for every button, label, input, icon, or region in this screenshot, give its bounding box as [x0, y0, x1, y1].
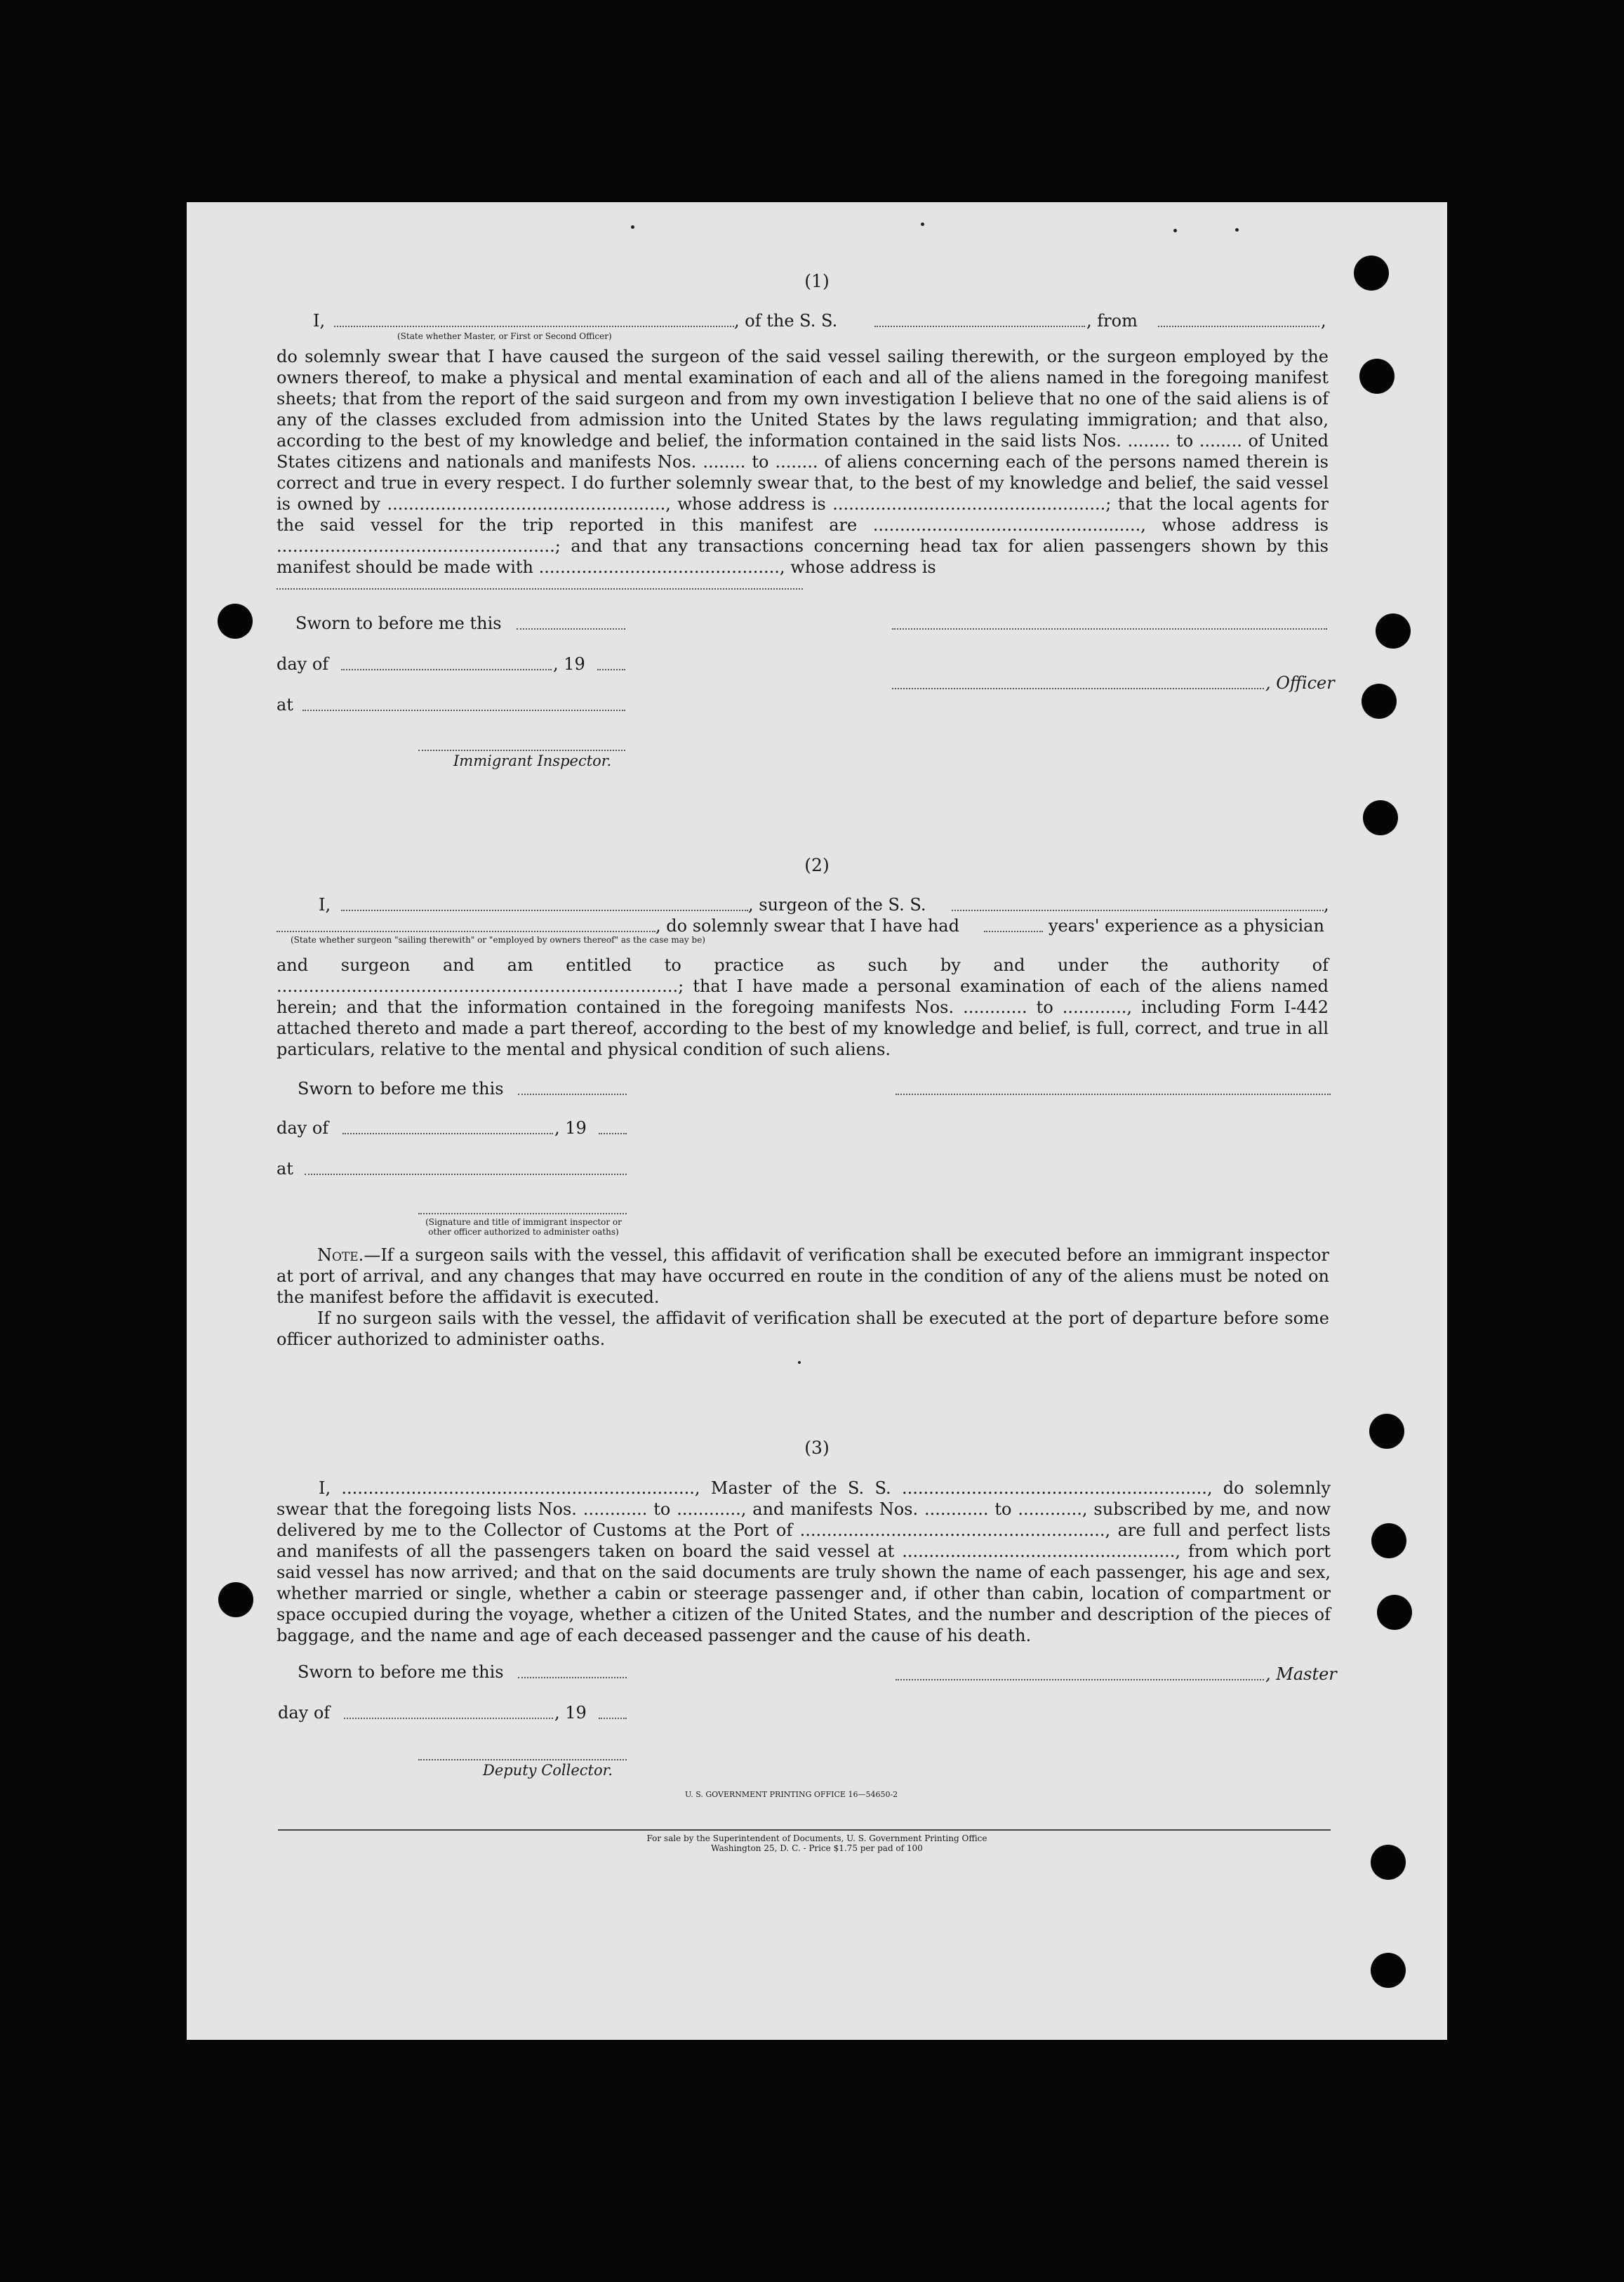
section-1-number: (1) [804, 271, 830, 291]
s3-day-of: day of [278, 1703, 331, 1723]
punch-hole [1376, 613, 1411, 649]
s2-inspector-line[interactable] [418, 1213, 627, 1214]
section-2-number: (2) [804, 855, 830, 875]
s2-sig-hint-1: (Signature and title of immigrant inspector or [425, 1217, 622, 1227]
punch-hole [1363, 800, 1398, 835]
s3-sworn: Sworn to before me this [298, 1662, 504, 1682]
s2-note-text: —If a surgeon sails with the vessel, this affidavit of verification shall be executed before an immigrant inspector at port of arrival, and any changes that may have occurred en route in the condition of any of the aliens must be noted on the manifest before the affidavit is executed. [277, 1245, 1329, 1307]
s1-year-blank[interactable] [597, 669, 625, 670]
s2-year-blank[interactable] [599, 1133, 627, 1134]
gpo-imprint: U. S. GOVERNMENT PRINTING OFFICE 16—54650-2 [685, 1790, 898, 1799]
s2-body: and surgeon and am entitled to practice as such by and under the authority of ...........................................................................; that I have made a personal examination of each of the aliens named herein; and that the information contained in the foregoing manifests Nos. ............ to ............, including Form I-442 attached thereto and made a part thereof, according to the best of my knowledge and belief, is full, correct, and true in all particulars, relative to the mental and physical condition of such aliens. [277, 955, 1329, 1059]
punch-hole [1371, 1953, 1406, 1988]
speck [921, 223, 924, 226]
s1-officer-blank[interactable] [334, 326, 734, 327]
s1-hint: (State whether Master, or First or Second Officer) [397, 331, 612, 341]
s2-years: years' experience as a physician [1049, 916, 1324, 936]
s1-signature-line[interactable] [892, 628, 1327, 630]
sale-line-1: For sale by the Superintendent of Documents, U. S. Government Printing Office [646, 1833, 987, 1843]
s2-sworn: Sworn to before me this [298, 1079, 504, 1099]
s2-comma: , [1324, 895, 1329, 915]
punch-hole [218, 1582, 253, 1617]
s3-deputy-title: Deputy Collector. [483, 1762, 613, 1779]
punch-hole [1377, 1595, 1412, 1630]
s2-at-blank[interactable] [305, 1174, 627, 1175]
s1-from: , from [1086, 311, 1138, 331]
footer-rule [278, 1829, 1331, 1831]
sale-line-2: Washington 25, D. C. - Price $1.75 per pad of 100 [711, 1843, 923, 1853]
s2-sig-hint-2: other officer authorized to administer oaths) [428, 1227, 619, 1237]
s2-hint: (State whether surgeon "sailing therewith" or "employed by owners thereof" as the case may be) [291, 935, 705, 945]
section-3-number: (3) [804, 1438, 830, 1458]
speck [1173, 229, 1177, 232]
s2-vessel-blank[interactable] [952, 910, 1324, 911]
s2-sworn-blank[interactable] [518, 1094, 627, 1095]
s2-signature-line[interactable] [896, 1094, 1331, 1095]
s3-year: , 19 [554, 1703, 587, 1723]
s1-at: at [277, 695, 293, 715]
s2-day-of: day of [277, 1118, 329, 1138]
s2-years-blank[interactable] [984, 931, 1043, 932]
s2-at: at [277, 1159, 293, 1179]
s1-sworn-blank[interactable] [517, 628, 625, 630]
s1-officer-line[interactable] [892, 688, 1264, 689]
s1-day-blank[interactable] [341, 669, 552, 670]
s3-master-title: , Master [1265, 1664, 1337, 1684]
s1-body: do solemnly swear that I have caused the surgeon of the said vessel sailing therewith, or the surgeon employed by the owners thereof, to make a physical and mental examination of each and all of the aliens named in the foregoing manifest sheets; that from the report of the said surgeon and from my own investigation I believe that no one of the said aliens is of any of the classes excluded from admission into the United States by the laws regulating immigration; and that also, according to the best of my knowledge and belief, the information contained in the said lists Nos. ........ to ........ of United States citizens and nationals and manifests Nos. ........ to ........ of aliens concerning each of the persons named therein is correct and true in every respect. I do further solemnly swear that, to the best of my knowledge and belief, the said vessel is owned by ...................................................., whose address is ...................................................; that the local agents for the said vessel for the trip reported in this manifest are .................................................., whose address is ....................................................; and that any transactions concerning head tax for alien passengers shown by this manifest should be made with ............................................., whose address is [277, 347, 1329, 577]
s1-comma: , [1321, 311, 1326, 331]
s1-day-of: day of [277, 654, 329, 674]
s1-sworn: Sworn to before me this [295, 613, 502, 633]
s2-day-blank[interactable] [342, 1133, 553, 1134]
punch-hole [1371, 1523, 1406, 1558]
s1-i: I, [313, 311, 326, 331]
s3-body: I, .................................................................., Master of the S. S. ........................................................., do solemnly swear that the foregoing lists Nos. ............ to ............, and manifests Nos. ............ to ............, subscribed by me, and now delivered by me to the Collector of Customs at the Port of ........................................................., are full and perfect lists and manifests of all the passengers taken on board the said vessel at ..................................................., from which port said vessel has now arrived; and that on the said documents are truly shown the name of each passenger, his age and sex, whether married or single, whether a cabin or steerage passenger and, if other than cabin, location of compartment or space occupied during the voyage, whether a citizen of the United States, and the number and description of the pieces of baggage, and the name and age of each deceased passenger and the cause of his death. [277, 1478, 1331, 1645]
s2-note [277, 1245, 1329, 1308]
speck [1235, 228, 1239, 232]
s3-sworn-blank[interactable] [518, 1677, 627, 1678]
punch-hole [1359, 359, 1395, 394]
s1-extra-blank[interactable] [277, 588, 803, 590]
s1-year: , 19 [553, 654, 585, 674]
s3-year-blank[interactable] [599, 1718, 627, 1719]
s3-day-blank[interactable] [344, 1718, 553, 1719]
speck [631, 225, 634, 229]
s2-surgeon: , surgeon of the S. S. [748, 895, 926, 915]
s2-note-2: If no surgeon sails with the vessel, the affidavit of verification shall be executed at the port of departure before some officer authorized to administer oaths. [277, 1308, 1329, 1349]
s2-swear: , do solemnly swear that I have had [655, 916, 959, 936]
document-page [187, 202, 1447, 2040]
s1-of-ss: , of the S. S. [734, 311, 838, 331]
s2-capacity-blank[interactable] [277, 931, 655, 932]
s1-from-blank[interactable] [1158, 326, 1319, 327]
s3-master-line[interactable] [896, 1679, 1264, 1680]
s2-note-label: Note. [317, 1245, 364, 1265]
s2-name-blank[interactable] [341, 910, 748, 911]
s1-officer-title: , Officer [1265, 673, 1335, 693]
s1-inspector-title: Immigrant Inspector. [453, 752, 612, 769]
s2-year: , 19 [554, 1118, 587, 1138]
s2-i: I, [319, 895, 331, 915]
punch-hole [218, 604, 253, 639]
punch-hole [1362, 684, 1397, 719]
speck [798, 1361, 801, 1364]
s1-at-blank[interactable] [302, 710, 625, 711]
s1-vessel-blank[interactable] [874, 326, 1085, 327]
